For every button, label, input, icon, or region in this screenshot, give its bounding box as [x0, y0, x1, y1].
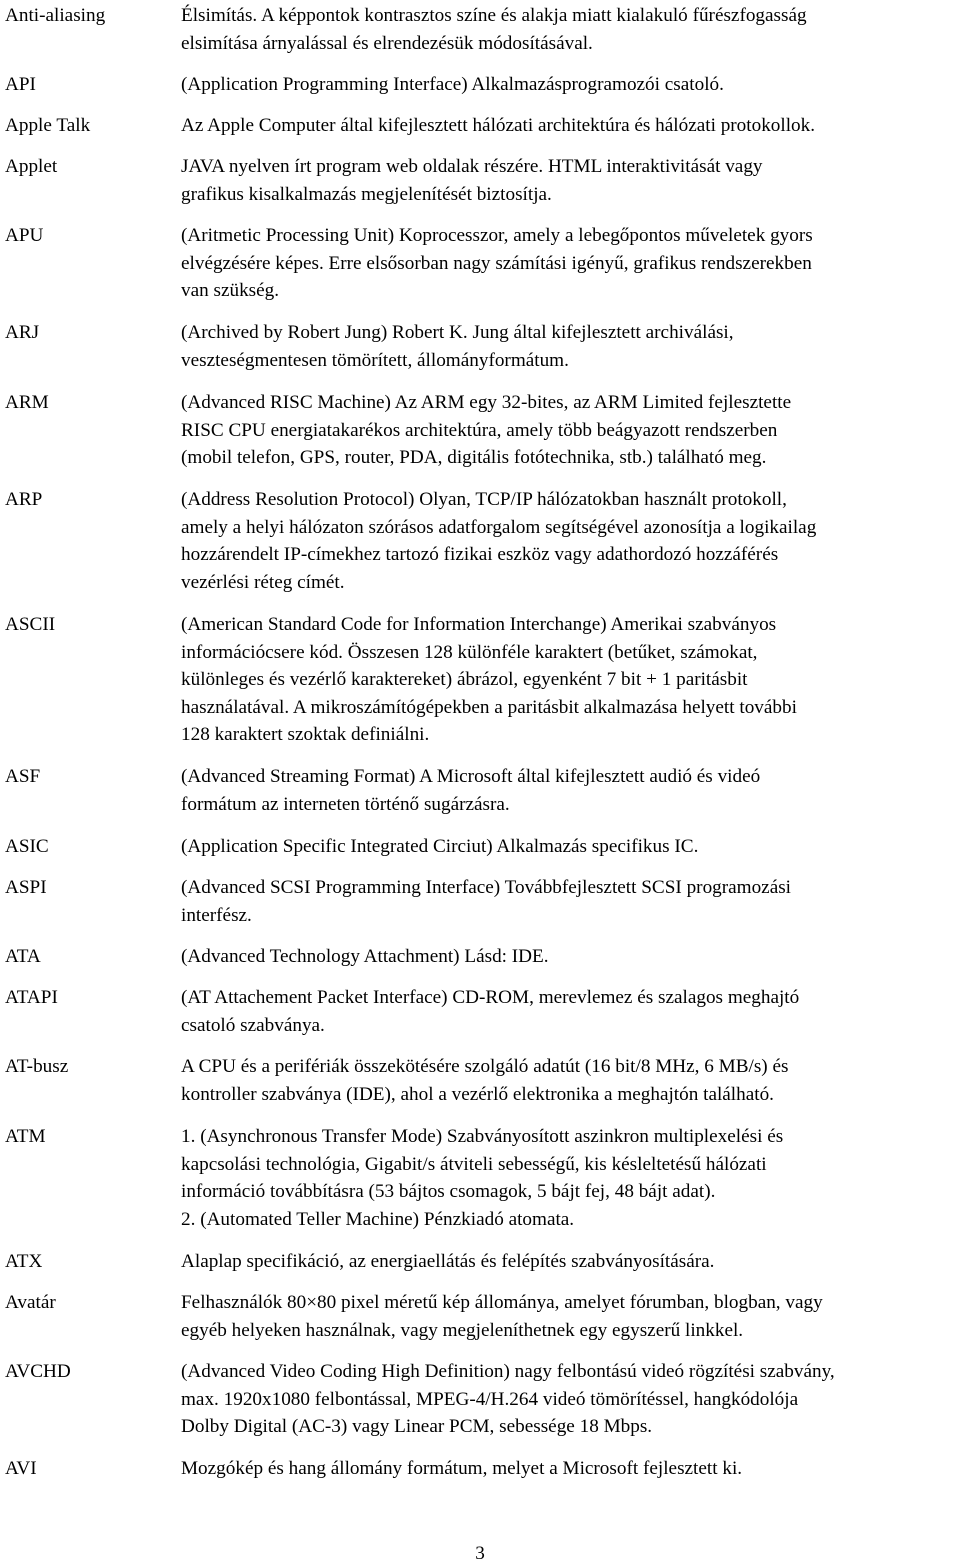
definition: (Application Specific Integrated Circiut) Alkalmazás specifikus IC. — [181, 836, 699, 857]
term: AT-busz — [5, 1056, 69, 1077]
term: ASPI — [5, 877, 47, 898]
term: ASF — [5, 766, 41, 787]
term: ARJ — [5, 322, 40, 343]
definition: (American Standard Code for Information Interchange) Amerikai szabványos információcsere kód. Összesen 128 különféle karaktert (betűket, számokat, különleges és vezérlő karaktereket) ábrázol, egyenként 7 bit + 1 paritásbit használatával. A mikroszámítógépekben a paritásbit alkalmazása helyett további 128 karaktert szoktak definiálni. — [181, 614, 797, 746]
term: APU — [5, 225, 44, 246]
term: AVI — [5, 1458, 37, 1479]
definition: (Advanced Streaming Format) A Microsoft által kifejlesztett audió és videó formátum az interneten történő sugárzásra. — [181, 766, 761, 815]
page-number: 3 — [475, 1543, 485, 1564]
term: ARM — [5, 392, 49, 413]
definition: Felhasználók 80×80 pixel méretű kép állománya, amelyet fórumban, blogban, vagy egyéb helyeken használnak, vagy megjeleníthetnek egy egyszerű linkkel. — [181, 1292, 823, 1341]
term: ASCII — [5, 614, 56, 635]
term: ASIC — [5, 836, 49, 857]
term: ATM — [5, 1126, 46, 1147]
term: ATX — [5, 1251, 43, 1272]
term: ATAPI — [5, 987, 58, 1008]
definition: (Aritmetic Processing Unit) Koprocesszor, amely a lebegőpontos műveletek gyors elvégzésére képes. Erre elsősorban nagy számítási igényű, grafikus rendszerekben van szükség. — [181, 225, 813, 302]
definition: Mozgókép és hang állomány formátum, melyet a Microsoft fejlesztett ki. — [181, 1458, 743, 1479]
definition: Alaplap specifikáció, az energiaellátás és felépítés szabványosítására. — [181, 1251, 715, 1272]
term: Apple Talk — [5, 115, 91, 136]
definition: (Advanced SCSI Programming Interface) Továbbfejlesztett SCSI programozási interfész. — [181, 877, 792, 926]
definition: JAVA nyelven írt program web oldalak részére. HTML interaktivitását vagy grafikus kisalkalmazás megjelenítését biztosítja. — [181, 156, 763, 205]
term: Anti-aliasing — [5, 5, 106, 26]
term: Avatár — [5, 1292, 56, 1313]
definition: (Advanced RISC Machine) Az ARM egy 32-bites, az ARM Limited fejlesztette RISC CPU energiatakarékos architektúra, amely több beágyazott rendszerben (mobil telefon, GPS, router, PDA, digitális fotótechnika, stb.) található meg. — [181, 392, 792, 469]
definition: (Advanced Video Coding High Definition) nagy felbontású videó rögzítési szabvány, max. 1920x1080 felbontással, MPEG-4/H.264 videó tömörítéssel, hangkódolója Dolby Digital (AC-3) vagy Linear PCM, sebessége 18 Mbps. — [181, 1361, 835, 1438]
definition: 1. (Asynchronous Transfer Mode) Szabványosított aszinkron multiplexelési és kapcsolási technológia, Gigabit/s átviteli sebességű, kis késleltetésű hálózati információ továbbításra (53 bájtos csomagok, 5 bájt fej, 48 bájt adat). 2. (Automated Teller Machine) Pénzkiadó atomata. — [181, 1126, 784, 1230]
term: AVCHD — [5, 1361, 71, 1382]
term: Applet — [5, 156, 58, 177]
definition: Az Apple Computer által kifejlesztett hálózati architektúra és hálózati protokollok. — [181, 115, 816, 136]
definition: (Advanced Technology Attachment) Lásd: IDE. — [181, 946, 549, 967]
definition: (Application Programming Interface) Alkalmazásprogramozói csatoló. — [181, 74, 724, 95]
definition: Élsimítás. A képpontok kontrasztos színe és alakja miatt kialakuló fűrészfogasság elsimítása árnyalással és elrendezésük módosításával. — [181, 5, 807, 54]
definition: A CPU és a perifériák összekötésére szolgáló adatút (16 bit/8 MHz, 6 MB/s) és kontroller szabványa (IDE), ahol a vezérlő elektronika a meghajtón található. — [181, 1056, 789, 1105]
definition: (Address Resolution Protocol) Olyan, TCP/IP hálózatokban használt protokoll, amely a helyi hálózaton szórásos adatforgalom segítségével azonosítja a logikailag hozzárendelt IP-címekhez tartozó fizikai eszköz vagy adathordozó hozzáférés vezérlési réteg címét. — [181, 489, 817, 593]
definition: (AT Attachement Packet Interface) CD-ROM, merevlemez és szalagos meghajtó csatoló szabványa. — [181, 987, 800, 1036]
term: API — [5, 74, 36, 95]
term: ARP — [5, 489, 43, 510]
definition: (Archived by Robert Jung) Robert K. Jung által kifejlesztett archiválási, veszteségmentesen tömörített, állományformátum. — [181, 322, 734, 371]
term: ATA — [5, 946, 41, 967]
